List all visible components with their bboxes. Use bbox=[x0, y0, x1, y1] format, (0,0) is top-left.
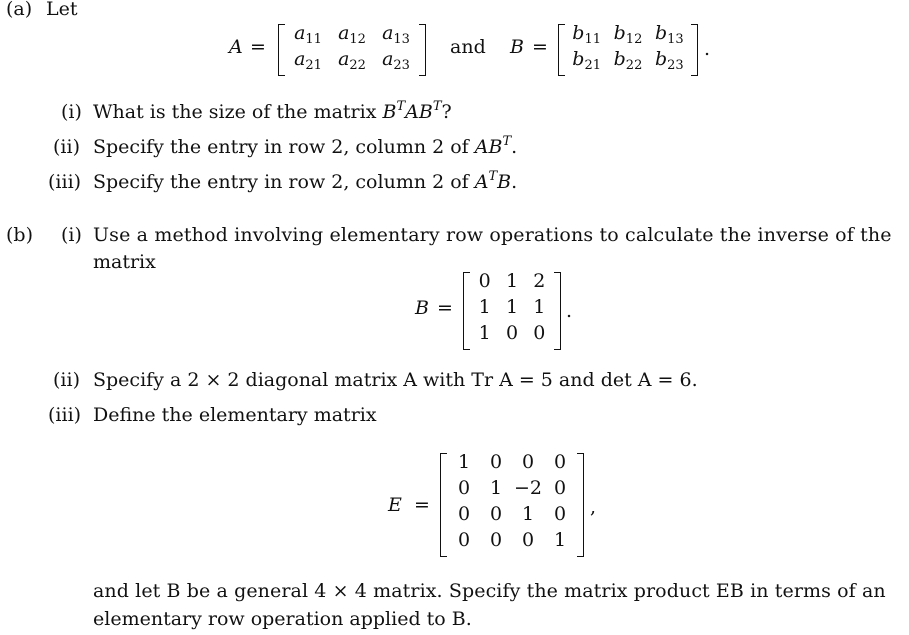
matrix-entry: 1 bbox=[489, 477, 503, 499]
matrix-e-name: E bbox=[388, 494, 402, 516]
and-text: and bbox=[450, 36, 486, 58]
b-i-label: (i) bbox=[61, 224, 82, 246]
equals-sign: = bbox=[414, 494, 430, 516]
matrix-entry: $a_{12}$ bbox=[338, 22, 366, 47]
matrix-entry: 1 bbox=[533, 296, 546, 318]
matrix-a bbox=[286, 24, 418, 76]
matrix-entry: $a_{21}$ bbox=[294, 48, 322, 73]
part-b-label: (b) bbox=[6, 224, 33, 246]
matrix-entry: $b_{11}$ bbox=[572, 22, 602, 47]
final-text-line1: and let B be a general 4 × 4 matrix. Specify the matrix product EB in terms of an bbox=[93, 580, 886, 602]
a-item-label: (ii) bbox=[53, 136, 80, 158]
matrix-entry: 0 bbox=[553, 503, 567, 525]
matrix-entry: 0 bbox=[457, 477, 471, 499]
matrix-entry: 0 bbox=[553, 477, 567, 499]
matrix-entry: 0 bbox=[533, 322, 546, 344]
b-iii-label: (iii) bbox=[48, 404, 82, 426]
equals-sign: = bbox=[250, 36, 266, 58]
b-iii-text: Define the elementary matrix bbox=[93, 404, 377, 426]
matrix-e bbox=[448, 453, 576, 557]
matrix-b-name: B bbox=[415, 297, 429, 319]
matrix-entry: 1 bbox=[505, 296, 519, 318]
a-item-label: (i) bbox=[61, 101, 82, 123]
b-ii-text: Specify a 2 × 2 diagonal matrix A with Tr A = 5 and det A = 6. bbox=[93, 369, 698, 391]
a-item-label: (iii) bbox=[48, 171, 82, 193]
matrix-entry: 1 bbox=[553, 529, 567, 551]
matrix-b bbox=[471, 272, 553, 350]
matrix-entry: $a_{13}$ bbox=[382, 22, 410, 47]
matrix-entry: 1 bbox=[478, 296, 491, 318]
matrix-entry: 0 bbox=[489, 503, 503, 525]
matrix-a-name: A bbox=[229, 36, 243, 58]
matrix-entry: 0 bbox=[489, 451, 503, 473]
matrix-entry: 0 bbox=[505, 322, 519, 344]
matrix-b-general bbox=[566, 24, 690, 76]
matrix-entry: 1 bbox=[457, 451, 471, 473]
equals-sign: = bbox=[437, 297, 453, 319]
equals-sign: = bbox=[532, 36, 548, 58]
matrix-entry: $b_{13}$ bbox=[654, 22, 684, 47]
b-i-text-line1: Use a method involving elementary row operations to calculate the inverse of the bbox=[93, 224, 892, 246]
matrix-entry: −2 bbox=[513, 477, 542, 499]
matrix-entry: $b_{12}$ bbox=[613, 22, 643, 47]
matrix-entry: 0 bbox=[553, 451, 567, 473]
matrix-entry: 0 bbox=[521, 451, 535, 473]
matrix-entry: $b_{22}$ bbox=[613, 48, 643, 73]
matrix-entry: 1 bbox=[478, 322, 491, 344]
period: . bbox=[566, 300, 573, 322]
a-item-text: Specify the entry in row 2, column 2 of $AB^T$. bbox=[93, 134, 518, 158]
matrix-entry: $a_{23}$ bbox=[382, 48, 410, 73]
let-text: Let bbox=[46, 0, 78, 20]
matrix-entry: 1 bbox=[521, 503, 535, 525]
period: . bbox=[704, 38, 711, 60]
matrix-entry: 2 bbox=[533, 270, 546, 292]
matrix-entry: 0 bbox=[457, 503, 471, 525]
b-ii-label: (ii) bbox=[53, 369, 80, 391]
matrix-entry: 1 bbox=[505, 270, 519, 292]
matrix-entry: $b_{21}$ bbox=[572, 48, 602, 73]
matrix-b-name: B bbox=[510, 36, 524, 58]
matrix-entry: 0 bbox=[457, 529, 471, 551]
final-text-line2: elementary row operation applied to B. bbox=[93, 608, 472, 630]
matrix-entry: 0 bbox=[521, 529, 535, 551]
b-i-text-line2: matrix bbox=[93, 251, 156, 273]
matrix-entry: $a_{11}$ bbox=[294, 22, 322, 47]
comma: , bbox=[590, 496, 597, 518]
matrix-entry: 0 bbox=[478, 270, 491, 292]
matrix-entry: 0 bbox=[489, 529, 503, 551]
part-a-label: (a) bbox=[6, 0, 33, 20]
a-item-text: What is the size of the matrix $B^TAB^T$? bbox=[93, 99, 452, 123]
matrix-entry: $a_{22}$ bbox=[338, 48, 366, 73]
matrix-entry: $b_{23}$ bbox=[654, 48, 684, 73]
a-item-text: Specify the entry in row 2, column 2 of $A^TB$. bbox=[93, 169, 518, 193]
